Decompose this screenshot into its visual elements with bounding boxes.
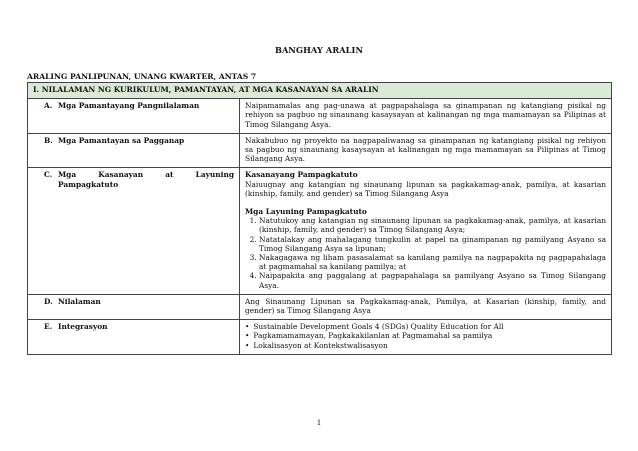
list-item: • Sustainable Development Goals 4 (SDGs) Quality Education for All	[245, 322, 606, 331]
row-label-d	[28, 294, 240, 319]
row-content-d: Ang Sinaunang Lipunan sa Pagkakamag-anak, Pamilya, at Kasarian (kinship, family, and gender) sa Timog Silangang Asya	[240, 294, 612, 319]
document-title: BANGHAY ARALIN	[274, 45, 364, 55]
kasanayan-text: Naiuugnay ang katangian ng sinaunang lipunan sa pagkakamag-anak, pamilya, at kasarian (kinship, family, and gender) sa Timog Silangang Asya	[245, 179, 606, 198]
kasanayan-heading: Kasanayang Pampagkatuto	[245, 170, 358, 180]
section-header-row	[28, 83, 612, 99]
row-letter: D.	[44, 296, 53, 306]
row-letter: C.	[44, 170, 53, 180]
page-number: 1	[316, 418, 322, 427]
row-content-a: Naipamamalas ang pag-unawa at pagpapahalaga sa ginampanan ng katangiang pisikal ng rehiyon sa pagbuo ng sinaunang kasaysayan at kalinangan ng mga mamamayan sa Pilipinas at Timog Silangang Asya.	[240, 99, 612, 134]
lesson-plan-table	[27, 82, 612, 355]
list-item: 1. Natutukoy ang katangian ng sinaunang lipunan sa pagkakamag-anak, pamilya, at kasarian (kinship, family, and gender) sa Timog Silangang Asya;	[259, 216, 606, 234]
layunin-list	[245, 216, 606, 290]
table-row	[28, 294, 612, 319]
list-item: • Pagkamamamayan, Pagkakakilanlan at Pagmamahal sa pamilya	[245, 331, 606, 340]
row-label-text: Nilalaman	[58, 296, 101, 306]
row-letter: B.	[44, 135, 53, 145]
table-row	[28, 133, 612, 168]
row-content-b: Nakabubuo ng proyekto na nagpapaliwanag sa ginampanan ng katangiang pisikal ng rehiyon sa pagbuo ng sinaunang kasaysayan at kalinangan ng mga mamamayan sa Pilipinas at Timog Silangang Asya.	[240, 133, 612, 168]
table-row	[28, 99, 612, 134]
row-label-text: Mga Pamantayan sa Pagganap	[58, 135, 185, 145]
list-item: • Lokalisasyon at Kontekstwalisasyon	[245, 341, 606, 350]
section-heading: I. NILALAMAN NG KURIKULUM, PAMANTAYAN, AT MGA KASANAYAN SA ARALIN	[28, 83, 612, 99]
list-item: 4. Naipapakita ang paggalang at pagpapahalaga sa pamilyang Asyano sa Timog Silangang Asya.	[259, 271, 606, 289]
row-label-text: Mga Kasanayan at Layuning Pampagkatuto	[58, 170, 234, 189]
list-item: 3. Nakagagawa ng liham pasasalamat sa kanilang pamilya na nagpapakita ng pagpapahalaga at pagmamahal sa kanilang pamilya; at	[259, 253, 606, 271]
layunin-heading: Mga Layuning Pampagkatuto	[245, 207, 367, 217]
row-label-text: Mga Pamantayang Pangnilalaman	[58, 101, 200, 111]
row-letter: A.	[44, 101, 53, 111]
document-subtitle: ARALING PANLIPUNAN, UNANG KWARTER, ANTAS 7	[27, 72, 257, 81]
list-item: 2. Natatalakay ang mahalagang tungkulin at papel na ginampanan ng pamilyang Asyano sa Timog Silangang Asya sa lipunan;	[259, 235, 606, 253]
row-content-e	[240, 320, 612, 355]
table-row	[28, 320, 612, 355]
row-content-c	[240, 168, 612, 294]
row-label-e	[28, 320, 240, 355]
row-label-c	[28, 168, 240, 294]
row-label-text: Integrasyon	[58, 322, 108, 332]
row-label-a	[28, 99, 240, 134]
table-row	[28, 168, 612, 294]
integrasyon-list	[245, 322, 606, 350]
row-label-b	[28, 133, 240, 168]
row-letter: E.	[44, 322, 53, 332]
